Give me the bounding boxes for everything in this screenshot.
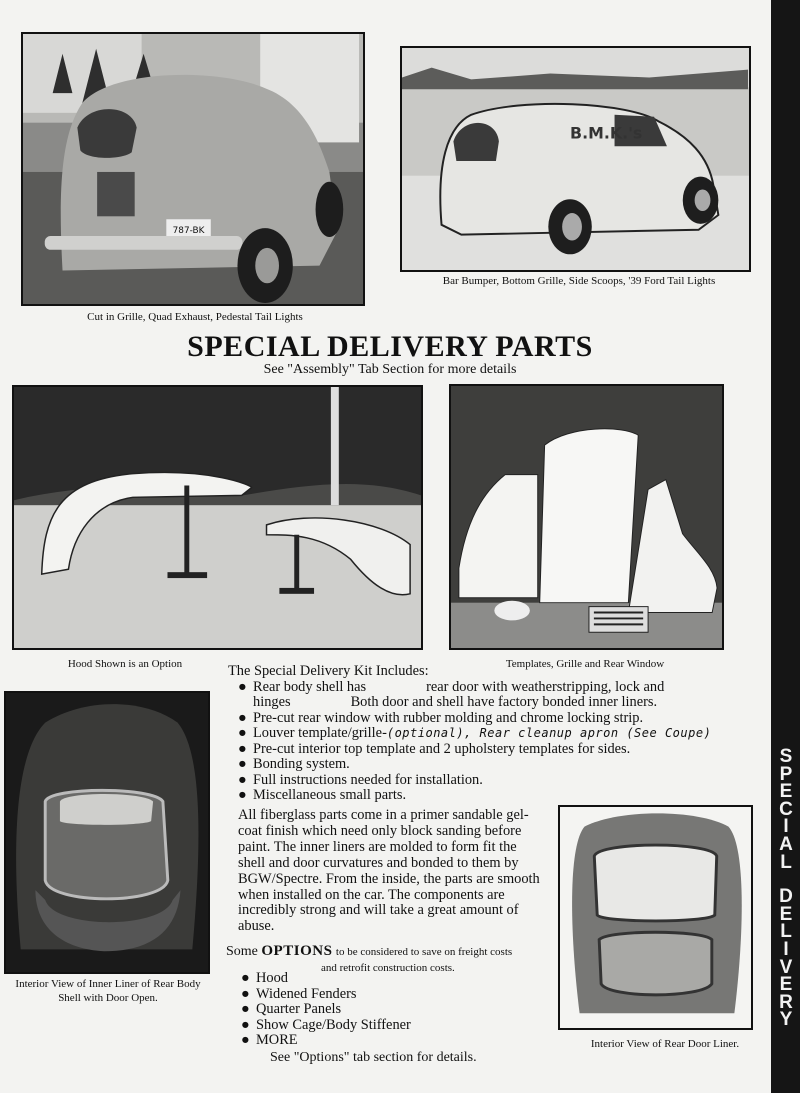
- bullet-icon: ●: [241, 970, 250, 986]
- option-item: [238, 1033, 538, 1049]
- kit-item-text: Rear body shell has: [253, 678, 367, 695]
- bullet-icon: ●: [241, 1032, 250, 1048]
- page-title: SPECIAL DELIVERY PARTS: [187, 330, 593, 363]
- bullet-icon: ●: [238, 771, 247, 788]
- tab-letter: Y: [779, 1009, 793, 1031]
- bullet-icon: ●: [238, 709, 247, 726]
- tab-letter: E: [779, 781, 793, 803]
- bullet-icon: ●: [238, 740, 247, 757]
- bullet-icon: ●: [241, 1016, 250, 1033]
- tab-letter: S: [779, 746, 793, 767]
- description-paragraph: All fiberglass parts come in a primer sandable gel-coat finish which need only block sanding before paint. The inner liners are molded to form fit the shell and door curvatures and bonded to them by BGW/Spectre. From the inside, the parts are smooth when installed on the car. The components are incredibly strong and will take a great amount of abuse.: [238, 807, 540, 935]
- option-item-text: Show Cage/Body Stiffener: [256, 1016, 411, 1033]
- kit-item: [228, 757, 748, 773]
- tab-letter: E: [779, 903, 793, 925]
- caption-hood: Hood Shown is an Option: [67, 658, 183, 670]
- tab-letter: E: [779, 974, 793, 996]
- bullet-icon: ●: [241, 985, 250, 1002]
- options-intro-text: to be considered to save on freight costs: [335, 946, 513, 958]
- kit-heading: The Special Delivery Kit Includes:: [228, 663, 429, 679]
- license-plate-text: 787-BK: [172, 226, 205, 237]
- kit-item-text: Miscellaneous small parts.: [253, 787, 407, 803]
- kit-item: [228, 680, 748, 711]
- caption-panel-rear: Cut in Grille, Quad Exhaust, Pedestal Tail Lights: [87, 311, 303, 323]
- kit-item-text: hinges: [253, 694, 291, 710]
- bullet-icon: ●: [238, 725, 247, 741]
- tab-letter: A: [779, 833, 793, 855]
- photo-door-liner: [558, 805, 753, 1030]
- caption-templates: Templates, Grille and Rear Window: [505, 658, 665, 670]
- kit-item-text: rear door with weatherstripping, lock and: [426, 678, 665, 695]
- kit-item-text: Full instructions needed for installation.: [253, 771, 483, 788]
- options-list: [238, 971, 538, 1049]
- tab-letter: R: [779, 991, 793, 1013]
- kit-item: [228, 742, 748, 758]
- bullet-icon: ●: [238, 678, 247, 695]
- caption-inner-liner: Interior View of Inner Liner of Rear Body Shell with Door Open.: [15, 978, 201, 1004]
- handwritten-note: (optional), Rear cleanup apron (See Coupe): [386, 726, 712, 740]
- photo-panel-side: [400, 46, 751, 272]
- option-item: [238, 987, 538, 1003]
- options-heading: OPTIONS: [261, 943, 333, 959]
- caption-door-liner: Interior View of Rear Door Liner.: [590, 1038, 740, 1050]
- photo-inner-liner: [4, 691, 210, 974]
- kit-item-text: Louver template/grille-: [253, 725, 387, 741]
- tab-letter: I: [783, 938, 789, 960]
- options-intro-text: Some: [226, 944, 258, 959]
- options-list-wrap: [238, 971, 538, 1049]
- side-tab-label: [775, 748, 797, 1029]
- option-item-text: Widened Fenders: [256, 985, 357, 1002]
- tab-letter: D: [779, 886, 793, 908]
- photo-hood-fenders: [12, 385, 423, 650]
- options-footer: See "Options" tab section for details.: [270, 1050, 477, 1065]
- tab-letter: L: [780, 851, 792, 873]
- tab-letter: P: [779, 763, 793, 785]
- bullet-icon: ●: [241, 1001, 250, 1017]
- kit-item-text: Pre-cut rear window with rubber molding and chrome locking strip.: [253, 709, 644, 726]
- tab-letter: I: [783, 816, 789, 838]
- van-lettering: B.M.K.'s: [570, 123, 643, 143]
- tab-letter: V: [779, 956, 793, 978]
- kit-item: [228, 726, 748, 742]
- options-intro-text: and retrofit construction costs.: [321, 962, 455, 974]
- kit-item: [228, 788, 748, 804]
- kit-item: [228, 773, 748, 789]
- kit-item-text: Bonding system.: [253, 756, 350, 772]
- photo-panel-rear: [21, 32, 365, 306]
- kit-item: [228, 711, 748, 727]
- page-subtitle: See "Assembly" Tab Section for more details: [263, 362, 517, 377]
- caption-panel-side: Bar Bumper, Bottom Grille, Side Scoops, '39 Ford Tail Lights: [442, 275, 716, 287]
- kit-item-text: Pre-cut interior top template and 2 upholstery templates for sides.: [253, 740, 631, 757]
- tab-letter: C: [779, 798, 793, 820]
- option-item-text: Hood: [256, 970, 288, 986]
- photo-templates: [449, 384, 724, 650]
- option-item-text: MORE: [256, 1032, 298, 1048]
- option-item: [238, 971, 538, 987]
- kit-list: [228, 680, 748, 804]
- bullet-icon: ●: [238, 756, 247, 772]
- tab-letter: L: [780, 921, 792, 943]
- option-item: [238, 1018, 538, 1034]
- kit-includes: [228, 664, 748, 804]
- option-item: [238, 1002, 538, 1018]
- option-item-text: Quarter Panels: [256, 1001, 342, 1017]
- kit-item-text: Both door and shell have factory bonded inner liners.: [350, 694, 658, 710]
- bullet-icon: ●: [238, 787, 247, 803]
